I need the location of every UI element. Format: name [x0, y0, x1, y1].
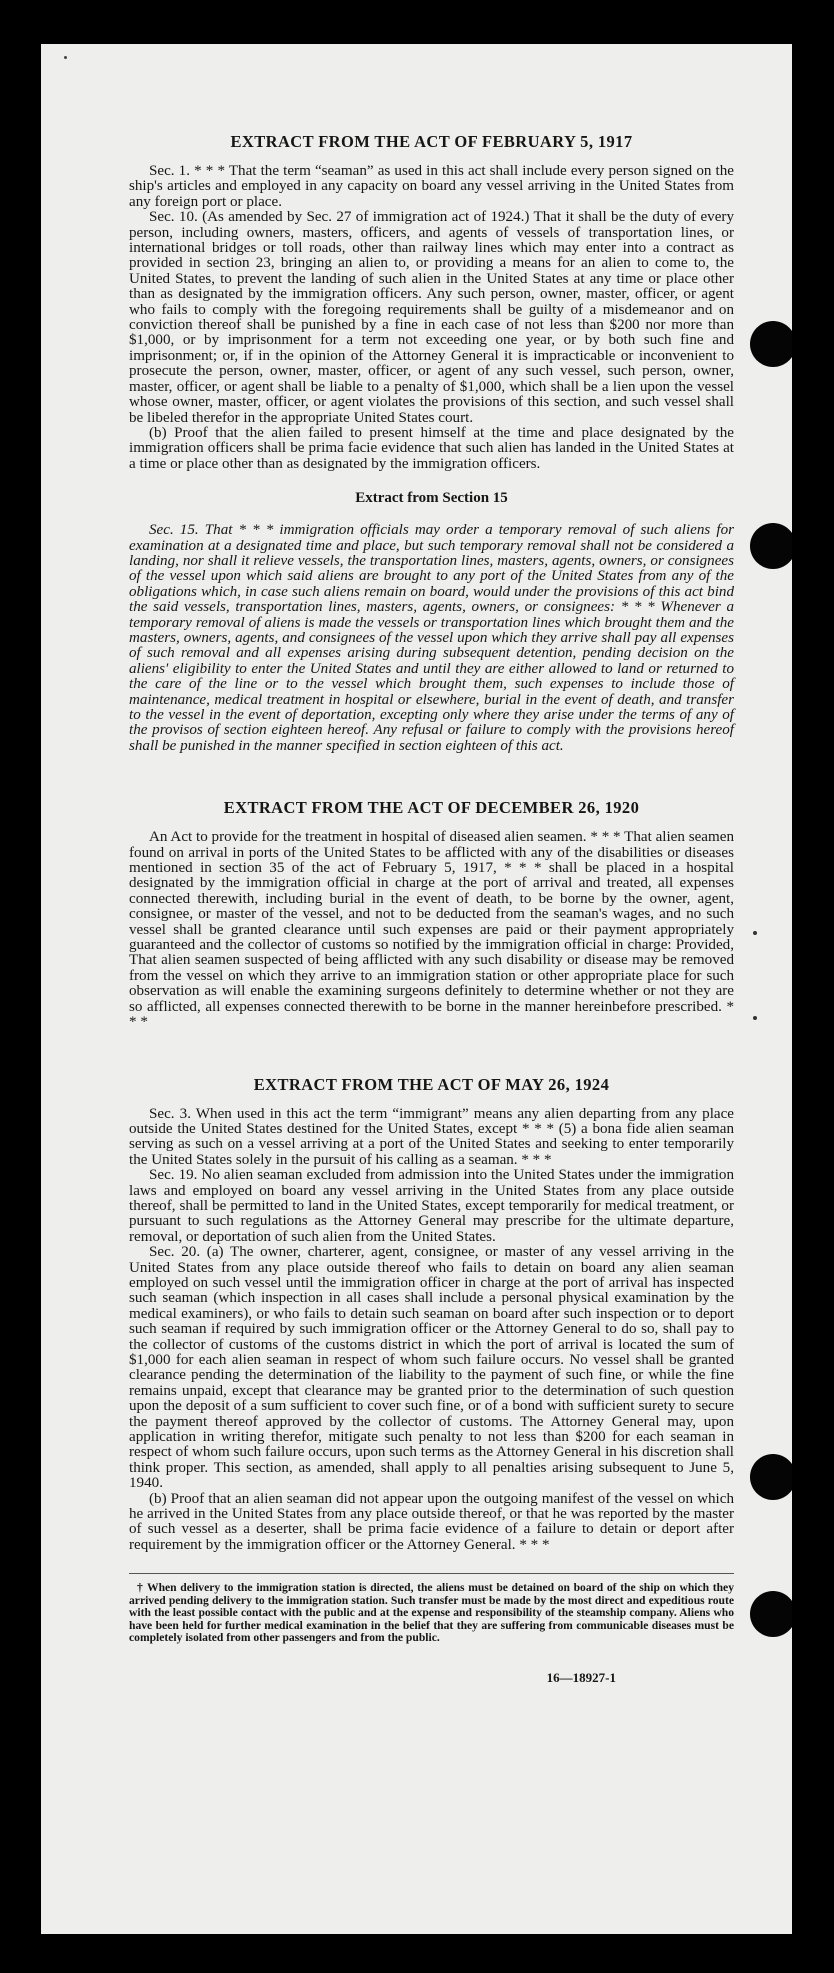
paragraph-sec3: Sec. 3. When used in this act the term “immigrant” means any alien departing from any place outside the United States destined for the United States, except * * * (5) a bona fide alien seaman serving as such on a vessel arriving at a port of the United States and seeking to enter temporarily the United States solely in the pursuit of his calling as a seaman. * * * — [129, 1105, 734, 1168]
footnote-text: † When delivery to the immigration station is directed, the aliens must be detained on board of the ship on which they arrived pending delivery to the immigration station. Such transfer must be made by the most direct and expeditious route with the least possible contact with the public and at the expense and responsibility of the steamship company. Aliens who have been held for further medical examination in the belief that they are suffering from communicable diseases must be completely isolated from other passengers and from the public. — [129, 1581, 734, 1644]
heading-section-15: Extract from Section 15 — [355, 490, 508, 507]
punch-hole — [750, 1591, 792, 1637]
heading-act-1917: EXTRACT FROM THE ACT OF FEBRUARY 5, 1917 — [230, 132, 633, 151]
document-number: 16—18927-1 — [546, 1670, 616, 1686]
heading-act-1920: EXTRACT FROM THE ACT OF DECEMBER 26, 1920 — [223, 798, 640, 818]
paragraph-act-1920: An Act to provide for the treatment in hospital of diseased alien seamen. * * * That alien seamen found on arrival in ports of the United States to be afflicted with any of the disabilities or diseases mentioned in section 35 of the act of February 5, 1917, * * * shall be placed in a hospital designated by the immigration official in charge at the port of arrival and treated, all expenses connected therewith, including burial in the event of death, to be borne by the owner, agent, consignee, or master of the vessel, and not to be deducted from the seaman's wages, and no such vessel shall be granted clearance until such expenses are paid or their payment appropriately guaranteed and the collector of customs so notified by the immigration official in charge: Provided, That alien seamen suspected of being afflicted with any such disability or disease may be removed from the vessel on which they arrive to an immigration station or other appropriate place for such observation as will enable the examining surgeons definitely to determine whether or not they are so afflicted, all expenses connected therewith to be borne in the manner hereinbefore prescribed. * * * — [129, 829, 734, 1031]
heading-act-1924: EXTRACT FROM THE ACT OF MAY 26, 1924 — [253, 1074, 610, 1094]
document-page — [41, 44, 792, 1934]
punch-hole — [750, 321, 792, 367]
paragraph-sec20a: Sec. 20. (a) The owner, charterer, agent, consignee, or master of any vessel arriving in the United States from any place outside thereof who fails to detain on board any alien seaman employed on such vessel until the immigration officer in charge at the port of arrival has inspected such seaman (which inspection in all cases shall include a personal physical examination by the medical examiners), or who fails to detain such seaman on board after such inspection or to deport such seaman if required by such immigration officer or the Attorney General to do so, shall pay to the collector of customs of the customs district in which the port of arrival is located the sum of $1,000 for each alien seaman in respect of whom such failure occurs. No vessel shall be granted clearance pending the determination of the liability to the payment of such fine, or while the fine remains unpaid, except that clearance may be granted prior to the determination of such question upon the deposit of a sum sufficient to cover such fine, or of a bond with sufficient surety to secure the payment thereof approved by the collector of customs. The Attorney General may, upon application in writing therefor, mitigate such penalty to not less than $200 for each seaman in respect of whom such failure occurs, upon such terms as the Attorney General in his discretion shall think proper. This section, as amended, shall apply to all penalties arising subsequent to June 5, 1940. — [129, 1244, 734, 1492]
paper-speck — [753, 1016, 757, 1020]
paragraph-sec20b: (b) Proof that an alien seaman did not appear upon the outgoing manifest of the vessel on which he arrived in the United States from any place outside thereof, or that he was reported by the master of such vessel as a deserter, shall be prima facie evidence of a failure to detain or deport after requirement by the immigration officer or the Attorney General. * * * — [129, 1490, 734, 1553]
paragraph-sec19: Sec. 19. No alien seaman excluded from admission into the United States under the immigration laws and employed on board any vessel arriving in the United States from any place outside thereof, shall be permitted to land in the United States, except temporarily for medical treatment, or pursuant to such regulations as the Attorney General may prescribe for the ultimate departure, removal, or deportation of such alien from the United States. — [129, 1167, 734, 1245]
paper-speck — [753, 931, 757, 935]
punch-hole — [750, 523, 792, 569]
paragraph-sec10b: (b) Proof that the alien failed to present himself at the time and place designated by the immigration officers shall be prima facie evidence that such alien has landed in the United States at a time or place other than as designated by the immigration officers. — [129, 424, 734, 472]
footnote — [129, 1573, 734, 1644]
paper-speck — [64, 56, 67, 59]
paragraph-sec10: Sec. 10. (As amended by Sec. 27 of immigration act of 1924.) That it shall be the duty of every person, including owners, masters, officers, and agents of vessels of transportation lines, or international bridges or toll roads, other than railway lines which may enter into a contract as provided in section 23, bringing an alien to, or providing a means for an alien to come to, the United States, to prevent the landing of such alien in the United States at any time or place other than as designated by the immigration officers. Any such person, owner, master, officer, or agent who fails to comply with the foregoing requirements shall be guilty of a misdemeanor and on conviction thereof shall be punished by a fine in each case of not less than $200 nor more than $1,000, or by imprisonment for a term not exceeding one year, or by both such fine and imprisonment; or, if in the opinion of the Attorney General it is impracticable or inconvenient to prosecute the person, owner, master, officer, or agent of any such vessel, such person, owner, master, officer, or agent shall be liable to a penalty of $1,000, which shall be a lien upon the vessel whose owner, master, officer, or agent violates the provisions of this section, and such vessel shall be libeled therefor in the appropriate United States court. — [129, 209, 734, 426]
paragraph-sec1: Sec. 1. * * * That the term “seaman” as used in this act shall include every person signed on the ship's articles and employed in any capacity on board any vessel arriving in the United States from any foreign port or place. — [129, 163, 734, 210]
paragraph-sec15: Sec. 15. That * * * immigration officials may order a temporary removal of such aliens for examination at a designated time and place, but such temporary removal shall not be considered a landing, nor shall it relieve vessels, the transportation lines, masters, agents, owners, or consignees of the vessel upon which said aliens are brought to any port of the United States from any of the obligations which, in case such aliens remain on board, would under the provisions of this act bind the said vessels, transportation lines, masters, agents, owners, or consignees: * * * Whenever a temporary removal of aliens is made the vessels or transportation lines which brought them and the masters, owners, agents, and consignees of the vessel upon which they arrive shall pay all expenses of such removal and all expenses arising during subsequent detention, pending decision on the aliens' eligibility to enter the United States and until they are either allowed to land or returned to the care of the line or to the vessel which brought them, such expenses to include those of maintenance, medical treatment in hospital or elsewhere, burial in the event of death, and transfer to the vessel in the event of deportation, excepting only where they arise under the terms of any of the provisos of section eighteen hereof. Any refusal or failure to comply with the provisions hereof shall be punished in the manner specified in section eighteen of this act. — [129, 522, 734, 754]
punch-hole — [750, 1454, 792, 1500]
